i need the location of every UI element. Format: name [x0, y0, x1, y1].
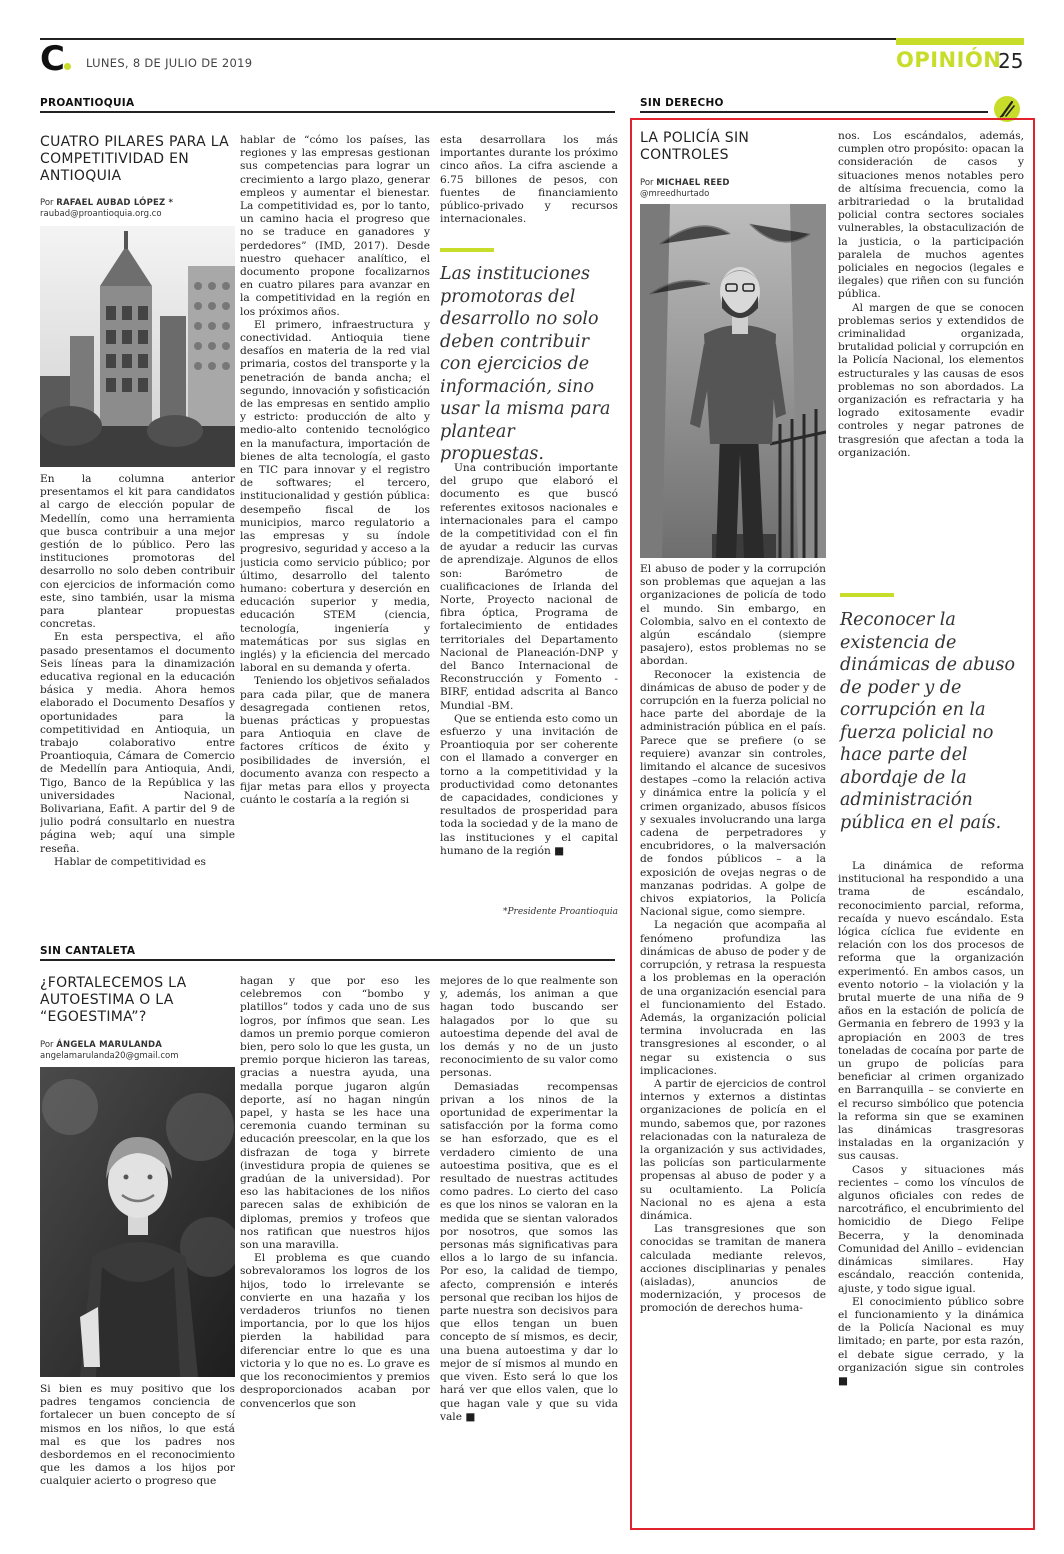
- paragraph: La negación que acompaña al fenómeno profundiza las dinámicas de abuso de poder y de corrupción, y retrasa la respuesta a los problemas en la operación de una organización esencial para el funcionamiento del Estado. Además, la organización policial termina involucrada en las transgresiones al esconder, o al negar su existencia o sus implicaciones.: [640, 919, 826, 1077]
- author-portrait-photo: [40, 1067, 235, 1377]
- article2-column-2: [240, 975, 430, 1523]
- article2-email: angelamarulanda20@gmail.com: [40, 1051, 179, 1061]
- article1-column-2: [240, 134, 430, 924]
- article3-headline: LA POLICÍA SIN CONTROLES: [640, 130, 750, 163]
- paragraph: La dinámica de reforma institucional ha respondido a una trama de escándalo, reconocimiento parcial, reforma, recaída y nuevo escándalo. Esta lógica cíclica fue evidente en relación con los dos procesos de reforma que la organización experimentó. En ambos casos, un evento notorio – la violación y la brutal muerte de una niña de 9 años en la estación de policía de Germania en febrero de 1993 y la apropiación en 2003 de tres toneladas de cocaína por parte de un grupo de policías para beneficiar al crimen organizado en Barranquilla – se convierte en el recurso simbólico que potencia la reforma sin que se examinen las dinámicas trasgresoras instaladas en la organización y sus causas.: [838, 860, 1024, 1163]
- paragraph: mejores de lo que realmente son y, además, los animan a que hagan todo buscando ser halagados por lo que su autoestima depende del aval de los demás y no de un justo reconocimiento de su valor como personas.: [440, 975, 618, 1080]
- section-label-sin-derecho: SIN DERECHO: [640, 97, 724, 109]
- building-tower-photo: [40, 226, 235, 467]
- newspaper-logo: C: [40, 42, 71, 76]
- article3-byline: Por MICHAEL REED: [640, 178, 730, 188]
- paragraph: hagan y que por eso les celebremos con “bombo y platillos” todos y cada uno de sus logros, por ínfimos que sean. Les damos un premio porque comieron bien, pero solo lo que les gusta, un premio porque hicieron las tareas, gracias a nuestra ayuda, una medalla porque jugaron algún deporte, así no hagan ningún papel, y hasta se les hace una ceremonia cuando terminan su educación preescolar, en la que los disfrazan de toga y birrete (investidura propia de quienes se gradúan de la universidad). Por eso las habitaciones de los niños parecen salas de exhibición de diplomas, premios y trofeos que nos ratifican que nuestros hijos son una maravilla.: [240, 975, 430, 1252]
- paragraph: nos. Los escándalos, además, cumplen otro propósito: opacan la consideración de casos y situaciones menos notables pero de altísima frecuencia, como la arbitrariedad o la brutalidad policial contra sectores sociales vulnerables, la obstaculización de la justicia, o la participación paralela de muchos agentes policiales en negocios (legales e ilegales) que riñen con su función pública.: [838, 130, 1024, 301]
- article3-column-2-top: [838, 130, 1024, 570]
- page-number: 25: [998, 49, 1024, 73]
- section-rule: [40, 959, 615, 961]
- paragraph: A partir de ejercicios de control internos y externos a distintas organizaciones de policía en el mundo, sabemos que, por razones relacionadas con la naturaleza de la organización y sus actividades, las policías son particularmente propensas al abuso de poder y a su ocultamiento. La Policía Nacional no es ajena a esta dinámica.: [640, 1077, 826, 1222]
- article1-footnote: *Presidente Proantioquia: [502, 907, 618, 917]
- paragraph: El problema es que cuando sobrevaloramos los logros de los hijos, todo lo irrelevante se convierte en una hazaña y los verdaderos triunfos no tienen importancia, por lo que los hijos pierden la habilidad para diferenciar entre lo que es una victoria y lo que no es. Lo grave es que los reconocimientos y premios desproporcionados acaban por convencerlos que son: [240, 1252, 430, 1410]
- paragraph: El primero, infraestructura y conectividad. Antioquia tiene desafíos en materia de la red vial primaria, costos del transporte y la penetración de banda ancha; el segundo, innovación y sofisticación de las empresas en sentido amplio y estricto: producción de alto y medio-alto contenido tecnológico en la manufactura, importación de bienes de alta tecnología, el gasto en TIC para innovar y el registro de softwares; el tercero, institucionalidad y gestión pública: desempeño fiscal de los municipios, marco regulatorio a las empresas y su índole progresivo, seguridad y acceso a la justicia como servicio público; por último, desarrollo del talento humano: cobertura y deserción en educación superior y media, educación STEM (ciencia, tecnología, ingeniería y matemáticas por sus siglas en inglés) y la eficiencia del mercado laboral en su demanda y oferta.: [240, 318, 430, 675]
- section-rule: [640, 111, 988, 113]
- article1-email: raubad@proantioquia.org.co: [40, 209, 162, 219]
- paragraph: Que se entienda esto como un esfuerzo y una invitación de Proantioquia por ser coherente con el llamado a converger en torno a la competitividad y la productividad como detonantes de capacidades, condiciones y resultados de prosperidad para toda la sociedad y de la mano de las instituciones y el capital humano de la región ■: [440, 712, 618, 857]
- paragraph: hablar de “cómo los países, las regiones y las empresas gestionan sus competencias para lograr un crecimiento a largo plazo, generar empleos y aumentar el bienestar. La competitividad es, por lo tanto, un camino hacia el progreso que no se traduce en ganadores y perdedores” (IMD, 2017). Desde nuestro quehacer analítico, el documento propone focalizarnos en cuatro pilares para avanzar en la competitividad en la región en los próximos años.: [240, 134, 430, 318]
- article1-column-1: [40, 473, 235, 923]
- article3-column-2-bottom: [838, 860, 1024, 1523]
- paragraph: esta desarrollara los más importantes durante los próximo cinco años. La cifra asciende a 6.75 billones de pesos, con fuentes de financiamiento público-privado y recursos internacionales.: [440, 134, 618, 226]
- author-standing-photo: [640, 204, 826, 558]
- article3-handle: @mreedhurtado: [640, 189, 710, 199]
- paragraph: Las transgresiones que son conocidas se tramitan de manera calculada mediante relevos, acciones disciplinarias y penales (aisladas), anuncios de modernización, y procesos de promoción de derechos huma-: [640, 1223, 826, 1315]
- pull-quote-rule: [840, 593, 894, 597]
- paragraph: Si bien es muy positivo que los padres tengamos conciencia de fortalecer un buen concepto de sí mismos en los niños, lo que está mal es que los padres nos desbordemos en el reconocimiento que les damos a los hijos por cualquier acierto o progreso que: [40, 1383, 235, 1488]
- section-accent-bar: [896, 38, 1024, 45]
- section-rule: [40, 111, 615, 113]
- paragraph: Una contribución importante del grupo que elaboró el documento es que buscó referentes exitosos nacionales e internacionales para el campo de la competitividad con el fin de ayudar a reducir las curvas de aprendizaje. Algunos de ellos son: Barómetro de cualificaciones de Irlanda del Norte, Proyecto nacional de fibra óptica, Programa de fortalecimiento de entidades territoriales del Departamento Nacional de Planeación-DNP y del Banco Internacional de Reconstrucción y Fomento -BIRF, entidad adscrita al Banco Mundial -BM.: [440, 462, 618, 712]
- article3-pull-quote: Reconocer la existencia de dinámicas de abuso de poder y de corrupción en la fuerza policial no hace parte del abordaje de la administración pública en el país.: [840, 610, 1016, 833]
- pencil-icon: [994, 96, 1020, 122]
- article2-column-3: [440, 975, 618, 1523]
- pull-quote-rule: [440, 248, 494, 252]
- paragraph: En la columna anterior presentamos el kit para candidatos al cargo de elección popular de Medellín, como una herramienta que busca contribuir a una mejor gestión de lo público. Pero las instituciones promotoras del desarrollo no solo deben contribuir con ejercicios de información como este, sino también, usar la misma para plantear propuestas concretas.: [40, 473, 235, 631]
- paragraph: El abuso de poder y la corrupción son problemas que aquejan a las organizaciones de policía de todo el mundo. Sin embargo, en Colombia, salvo en el contexto de algún escándalo (siempre pasajero), estos problemas no se abordan.: [640, 563, 826, 668]
- article3-column-1: [640, 563, 826, 1523]
- section-label-sin-cantaleta: SIN CANTALETA: [40, 945, 136, 957]
- paragraph: Teniendo los objetivos señalados para cada pilar, que de manera desagregada contienen retos, buenas prácticas y propuestas para Antioquia en clave de factores críticos de éxito y posibilidades de inversión, el documento avanza con respecto a fijar metas para ellos y proyecta cuánto le costaría a la región si: [240, 675, 430, 807]
- section-label-proantioquia: PROANTIOQUIA: [40, 97, 135, 109]
- paragraph: Al margen de que se conocen problemas serios y extendidos de criminalidad organizada, brutalidad policial y corrupción en la Policía Nacional, los elementos estructurales y las causas de esos problemas no son abordados. La organización es refractaria y ha logrado exitosamente evadir controles y negar patrones de trasgresión que afectan a toda la organización.: [838, 301, 1024, 459]
- logo-dot-icon: [64, 63, 71, 70]
- article1-column-3-bottom: [440, 462, 618, 907]
- paragraph: El conocimiento público sobre el funcionamiento y la dinámica de la Policía Nacional es muy limitado; en parte, por esta razón, el debate sigue cerrado, y la organización sigue sin controles ■: [838, 1295, 1024, 1387]
- top-rule: [40, 38, 1024, 40]
- paragraph: En esta perspectiva, el año pasado presentamos el documento Seis líneas para la dinamización educativa regional en la educación básica y media. Ahora hemos elaborado el Documento Desafíos y oportunidades para la competitividad en Antioquia, un trabajo colaborativo entre Proantioquia, Cámara de Comercio de Medellín para Antioquia, Andi, Tigo, Banco de la República y las universidades Nacional, Bolivariana, Eafit. A partir del 9 de julio podrá consultarlo en nuestra página web; aquí una simple reseña.: [40, 631, 235, 855]
- article1-byline: Por RAFAEL AUBAD LÓPEZ *: [40, 198, 174, 208]
- issue-date: LUNES, 8 DE JULIO DE 2019: [86, 56, 253, 70]
- article2-byline: Por ÁNGELA MARULANDA: [40, 1040, 163, 1050]
- article2-column-1: [40, 1383, 235, 1523]
- article1-pull-quote: Las instituciones promotoras del desarrollo no solo deben contribuir con ejercicios de información, sino usar la misma para plantear propuestas.: [440, 264, 611, 464]
- section-name: OPINIÓN: [896, 48, 1002, 72]
- paragraph: Reconocer la existencia de dinámicas de abuso de poder y de corrupción en la fuerza policial no hace parte del abordaje de la administración pública en el país. Parece que se prefiere (o se requiere) avanzar sin controles, limitando el alcance de sucesivos destapes –como la relación activa y dinámica entre la policía y el crimen organizado, abusos físicos y sexuales involucrando una larga cadena de perpetradores y encubridores, o la malversación de fondos públicos – a la exposición de ovejas negras o de manzanas podridas. A golpe de chivos expiatorios, la Policía Nacional sigue, como siempre.: [640, 668, 826, 919]
- article1-headline: CUATRO PILARES PARA LA COMPETITIVIDAD EN ANTIOQUIA: [40, 134, 230, 184]
- paragraph: Demasiadas recompensas privan a los ninos de la oportunidad de experimentar la satisfacción por la forma como se han esforzado, que es el verdadero cimiento de una autoestima positiva, que es el resultado de nuestras actitudes como padres. Lo cierto del caso es que los ninos se valoran en la medida que se sientan valorados por nosotros, que somos las personas más significativas para ellos a lo largo de su infancia. Por eso, la calidad de tiempo, afecto, comprensión e interés personal que reciban los hijos de parte nuestra son decisivos para que ellos tengan un buen concepto de sí mismos, es decir, una buena autoestima y dar lo mejor de sí mismos al mundo en que viven. Esto será lo que los hará ver que ellos valen, que lo que hagan vale y que su vida vale ■: [440, 1080, 618, 1423]
- paragraph: Casos y situaciones más recientes – como los vínculos de algunos oficiales con redes de narcotráfico, el encubrimiento del homicidio de Diego Felipe Becerra, y la denominada Comunidad del Anillo – evidencian dinámicas similares. Hay escándalo, reacción contenida, ajuste, y todo sigue igual.: [838, 1163, 1024, 1295]
- article2-headline: ¿FORTALECEMOS LA AUTOESTIMA O LA “EGOESTIMA”?: [40, 975, 187, 1025]
- article1-column-3-top: [440, 134, 618, 229]
- paragraph: Hablar de competitividad es: [54, 855, 206, 868]
